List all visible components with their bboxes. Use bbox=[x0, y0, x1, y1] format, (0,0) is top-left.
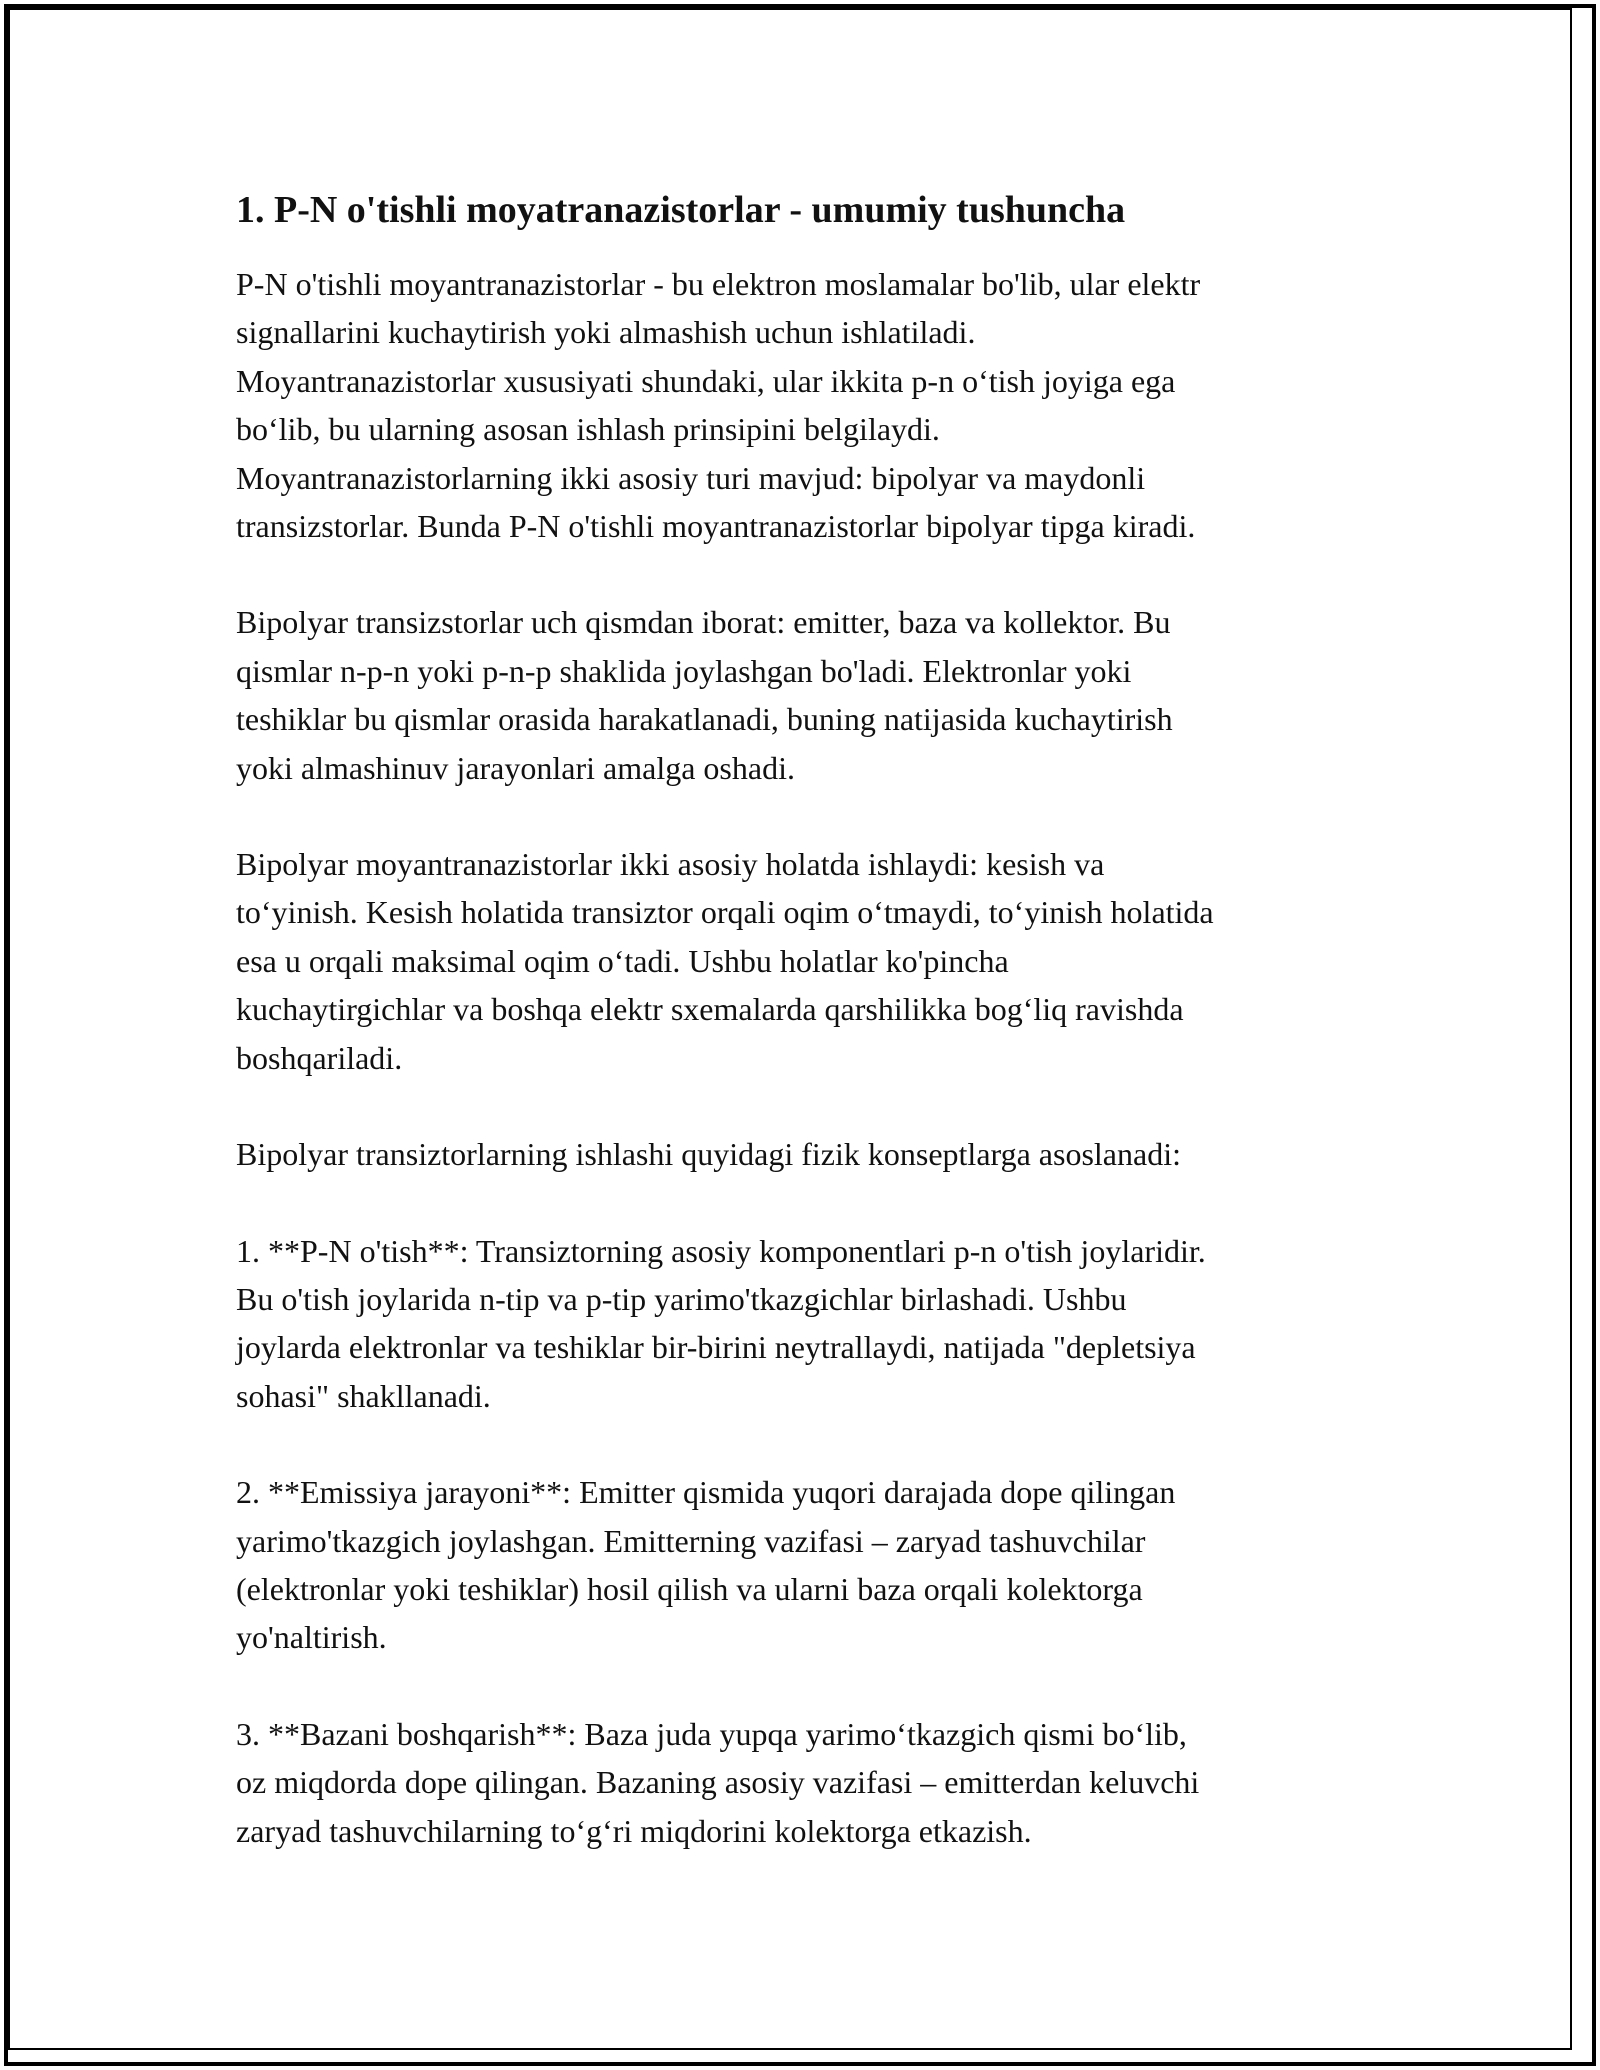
document-title: 1. P-N o'tishli moyatranazistorlar - umumiy tushuncha bbox=[236, 189, 1126, 231]
text-line: sohasi" shakllanadi. bbox=[236, 1377, 491, 1414]
text-line: Bipolyar transizstorlar uch qismdan iborat: emitter, baza va kollektor. Bu bbox=[236, 604, 1171, 641]
text-line: 2. **Emissiya jarayoni**: Emitter qismida yuqori darajada dope qilingan bbox=[236, 1474, 1176, 1511]
text-line: 3. **Bazani boshqarish**: Baza juda yupqa yarimo‘tkazgich qismi bo‘lib, bbox=[236, 1715, 1187, 1752]
text-line: yoki almashinuv jarayonlari amalga oshadi. bbox=[236, 749, 795, 786]
text-line: joylarda elektronlar va teshiklar bir-birini neytrallaydi, natijada "depletsiya bbox=[236, 1329, 1196, 1366]
paragraph-intro bbox=[236, 260, 1396, 550]
text-line: teshiklar bu qismlar orasida harakatlanadi, buning natijasida kuchaytirish bbox=[236, 701, 1173, 738]
text-line: P-N o'tishli moyantranazistorlar - bu elektron moslamalar bo'lib, ular elektr bbox=[236, 266, 1201, 302]
text-line: Moyantranazistorlarning ikki asosiy turi mavjud: bipolyar va maydonli bbox=[236, 459, 1146, 496]
text-line: Bipolyar moyantranazistorlar ikki asosiy holatda ishlaydi: kesish va bbox=[236, 846, 1105, 883]
text-line: Moyantranazistorlar xususiyati shundaki, ular ikkita p-n o‘tish joyiga ega bbox=[236, 362, 1176, 399]
text-line: 1. **P-N o'tish**: Transiztorning asosiy komponentlari p-n o'tish joylaridir. bbox=[236, 1232, 1206, 1269]
text-line: zaryad tashuvchilarning to‘g‘ri miqdorini kolektorga etkazish. bbox=[236, 1812, 1032, 1849]
text-line: yarimo'tkazgich joylashgan. Emitterning vazifasi – zaryad tashuvchilar bbox=[236, 1522, 1146, 1559]
text-line: kuchaytirgichlar va boshqa elektr sxemalarda qarshilikka bog‘liq ravishda bbox=[236, 991, 1184, 1028]
paragraph-physics-intro bbox=[236, 1130, 1396, 1178]
paragraph-operating-modes bbox=[236, 840, 1396, 1082]
text-line: oz miqdorda dope qilingan. Bazaning asosiy vazifasi – emitterdan keluvchi bbox=[236, 1764, 1200, 1801]
text-line: to‘yinish. Kesish holatida transiztor orqali oqim o‘tmaydi, to‘yinish holatida bbox=[236, 894, 1214, 931]
paragraph-item-3 bbox=[236, 1710, 1396, 1855]
text-line: Bipolyar transiztorlarning ishlashi quyidagi fizik konseptlarga asoslanadi: bbox=[236, 1136, 1181, 1173]
text-line: (elektronlar yoki teshiklar) hosil qilish va ularni baza orqali kolektorga bbox=[236, 1570, 1143, 1607]
document-body bbox=[236, 186, 1396, 1903]
text-line: Bu o'tish joylarida n-tip va p-tip yarimo'tkazgichlar birlashadi. Ushbu bbox=[236, 1280, 1127, 1317]
paragraph-structure bbox=[236, 598, 1396, 792]
paragraph-item-2 bbox=[236, 1468, 1396, 1662]
text-line: bo‘lib, bu ularning asosan ishlash prinsipini belgilaydi. bbox=[236, 411, 940, 448]
text-line: boshqariladi. bbox=[236, 1039, 403, 1076]
text-line: signallarini kuchaytirish yoki almashish uchun ishlatiladi. bbox=[236, 314, 976, 351]
text-line: transizstorlar. Bunda P-N o'tishli moyantranazistorlar bipolyar tipga kiradi. bbox=[236, 508, 1196, 545]
text-line: esa u orqali maksimal oqim o‘tadi. Ushbu holatlar ko'pincha bbox=[236, 942, 1009, 979]
paragraph-item-1 bbox=[236, 1227, 1396, 1421]
text-line: qismlar n-p-n yoki p-n-p shaklida joylashgan bo'ladi. Elektronlar yoki bbox=[236, 652, 1132, 689]
text-line: yo'naltirish. bbox=[236, 1619, 387, 1656]
